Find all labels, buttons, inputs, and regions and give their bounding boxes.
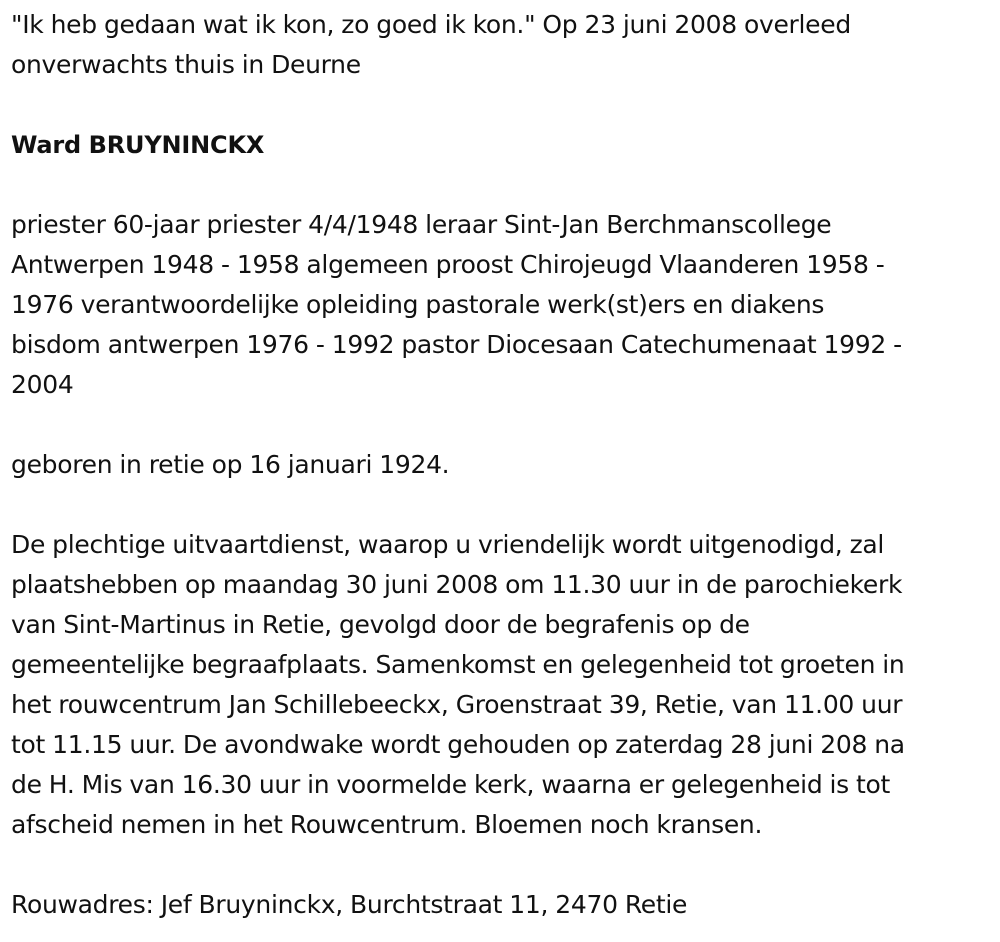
spacer: [11, 845, 995, 885]
mourning-address: Rouwadres: Jef Bruyninckx, Burchtstraat 11, 2470 Retie: [11, 890, 688, 919]
obituary-notice: [11, 5, 995, 925]
spacer: [11, 405, 995, 445]
funeral-text: De plechtige uitvaartdienst, waarop u vriendelijk wordt uitgenodigd, zal plaatshebben op maandag 30 juni 2008 om 11.30 uur in de parochiekerk van Sint-Martinus in Retie, gevolgd door de begrafenis op de gemeentelijke begraafplaats. Samenkomst en gelegenheid tot groeten in het rouwcentrum Jan Schillebeeckx, Groenstraat 39, Retie, van 11.00 uur tot 11.15 uur. De avondwake wordt gehouden op zaterdag 28 juni 208 na de H. Mis van 16.30 uur in voormelde kerk, waarna er gelegenheid is tot afscheid nemen in het Rouwcentrum. Bloemen noch kransen.: [11, 530, 905, 839]
career-text: priester 60-jaar priester 4/4/1948 leraar Sint-Jan Berchmanscollege Antwerpen 1948 - 1958 algemeen proost Chirojeugd Vlaanderen 1958 - 1976 verantwoordelijke opleiding pastorale werk(st)ers en diakens bisdom antwerpen 1976 - 1992 pastor Diocesaan Catechumenaat 1992 - 2004: [11, 210, 902, 399]
deceased-name: Ward BRUYNINCKX: [11, 131, 265, 159]
spacer: [11, 85, 995, 125]
spacer: [11, 485, 995, 525]
birth-text: geboren in retie op 16 januari 1924.: [11, 450, 450, 479]
intro-text: "Ik heb gedaan wat ik kon, zo goed ik kon." Op 23 juni 2008 overleed onverwachts thuis in Deurne: [11, 10, 851, 79]
spacer: [11, 165, 995, 205]
